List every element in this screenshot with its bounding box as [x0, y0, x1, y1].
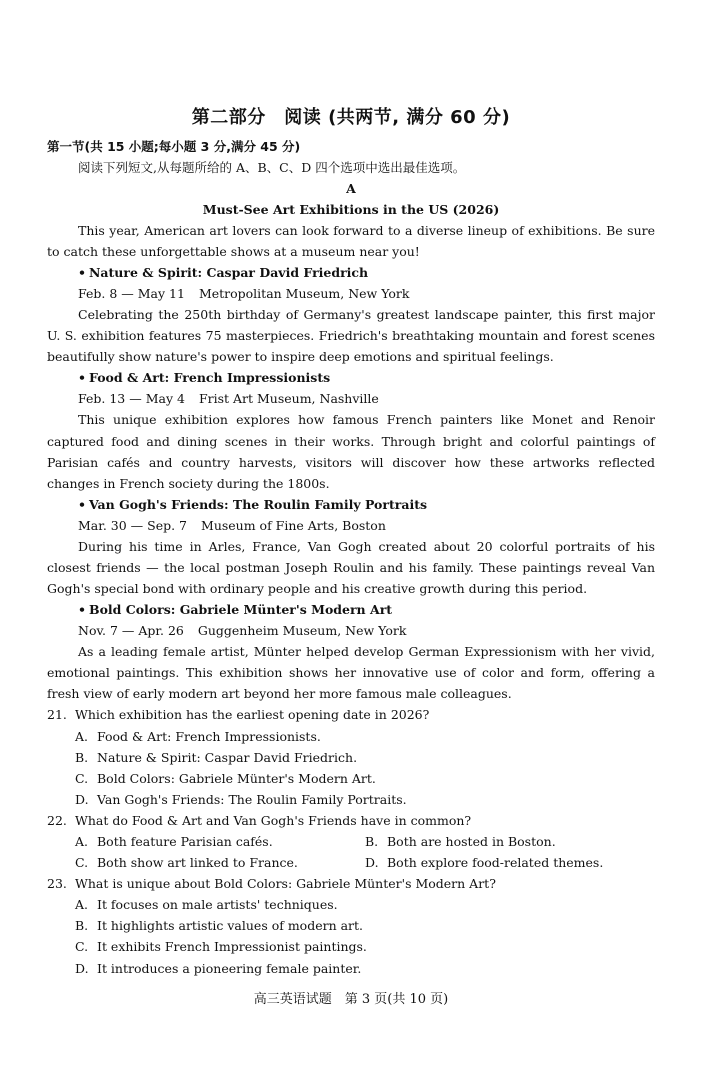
exhibition-title: [47, 262, 655, 283]
exhibition-title-text: Van Gogh's Friends: The Roulin Family Portraits: [89, 496, 428, 512]
option[interactable]: [47, 936, 655, 957]
option-letter: B.: [75, 749, 89, 765]
option-text: It exhibits French Impressionist paintings.: [97, 939, 367, 955]
option[interactable]: [365, 852, 603, 873]
exhibition-title: [47, 494, 655, 515]
option[interactable]: [47, 915, 655, 936]
option[interactable]: [75, 852, 365, 873]
bullet-icon: •: [78, 496, 86, 512]
option[interactable]: [47, 789, 655, 810]
option-text: It highlights artistic values of modern art.: [97, 918, 364, 934]
exhibition-title-text: Nature & Spirit: Caspar David Friedrich: [89, 265, 369, 281]
exhibition-dates: Nov. 7 — Apr. 26: [78, 623, 184, 639]
option-text: Food & Art: French Impressionists.: [97, 728, 321, 744]
bullet-icon: •: [78, 370, 86, 386]
question-number: 22.: [47, 812, 67, 828]
exhibition-venue: Guggenheim Museum, New York: [197, 623, 407, 639]
exhibition-meta: [47, 620, 655, 641]
option-text: Both are hosted in Boston.: [387, 833, 556, 849]
exhibition-venue: Museum of Fine Arts, Boston: [201, 517, 386, 533]
question-number: 21.: [47, 707, 67, 723]
exhibition-description: As a leading female artist, Münter helped develop German Expressionism with her vivid, emotional paintings. This exhibition shows her innovative use of color and form, offering a fresh view of early modern art beyond her more famous male colleagues.: [47, 644, 655, 702]
exhibition-dates: Feb. 13 — May 4: [78, 391, 185, 407]
exhibition-meta: [47, 515, 655, 536]
option-text: Both feature Parisian cafés.: [97, 833, 273, 849]
option-letter: D.: [75, 960, 89, 976]
option-text: Both show art linked to France.: [97, 855, 298, 871]
option[interactable]: [47, 768, 655, 789]
option[interactable]: [47, 958, 655, 979]
exhibition-dates: Feb. 8 — May 11: [78, 286, 185, 302]
exhibition-venue: Frist Art Museum, Nashville: [198, 391, 379, 407]
section-heading: 第一节(共 15 小题;每小题 3 分,满分 45 分): [47, 139, 301, 154]
exhibition-dates: Mar. 30 — Sep. 7: [78, 517, 188, 533]
question-number: 23.: [47, 876, 67, 892]
option[interactable]: [47, 747, 655, 768]
page-footer: 高三英语试题 第 3 页(共 10 页): [253, 992, 449, 1007]
option-row: [47, 831, 655, 852]
option-text: Nature & Spirit: Caspar David Friedrich.: [97, 749, 358, 765]
question-stem: Which exhibition has the earliest opening date in 2026?: [75, 707, 430, 723]
option-text: It introduces a pioneering female painter.: [97, 960, 362, 976]
option-text: Both explore food-related themes.: [387, 855, 604, 871]
exhibition-title: [47, 599, 655, 620]
section-instruction: 阅读下列短文,从每题所给的 A、B、C、D 四个选项中选出最佳选项。: [78, 160, 466, 175]
exhibition-title-text: Bold Colors: Gabriele Münter's Modern Art: [89, 602, 393, 618]
question-23: [47, 873, 655, 894]
exhibition-venue: Metropolitan Museum, New York: [198, 286, 410, 302]
question-stem: What is unique about Bold Colors: Gabriele Münter's Modern Art?: [75, 876, 496, 892]
option-text: Van Gogh's Friends: The Roulin Family Portraits.: [97, 791, 407, 807]
exhibition-title: [47, 367, 655, 388]
option[interactable]: [47, 726, 655, 747]
option-letter: D.: [75, 791, 89, 807]
option-row: [47, 852, 655, 873]
bullet-icon: •: [78, 265, 86, 281]
option-letter: C.: [75, 939, 89, 955]
option-text: Bold Colors: Gabriele Münter's Modern Art.: [97, 770, 376, 786]
exam-page: [47, 106, 655, 979]
part-title: 第二部分 阅读 (共两节, 满分 60 分): [191, 107, 511, 128]
option-letter: C.: [75, 855, 89, 871]
option-letter: A.: [75, 833, 89, 849]
option-letter: B.: [365, 833, 379, 849]
option-text: It focuses on male artists' techniques.: [97, 897, 338, 913]
exhibition-description: Celebrating the 250th birthday of Germany's greatest landscape painter, this first major U. S. exhibition features 75 masterpieces. Friedrich's breathtaking mountain and forest scenes beautifully show nature's power to inspire deep emotions and spiritual feelings.: [47, 307, 655, 365]
question-stem: What do Food & Art and Van Gogh's Friends have in common?: [75, 812, 472, 828]
exhibition-description: During his time in Arles, France, Van Gogh created about 20 colorful portraits of his closest friends — the local postman Joseph Roulin and his family. These paintings reveal Van Gogh's special bond with ordinary people and his creative growth during this period.: [47, 538, 655, 597]
exhibition-meta: [47, 283, 655, 304]
option[interactable]: [75, 831, 365, 852]
passage-intro: This year, American art lovers can look forward to a diverse lineup of exhibitions. Be sure to catch these unforgettable shows at a museum near you!: [47, 223, 655, 260]
question-22: [47, 810, 655, 831]
exhibition-meta: [47, 388, 655, 409]
passage-title: Must-See Art Exhibitions in the US (2026): [202, 202, 500, 217]
exhibition-title-text: Food & Art: French Impressionists: [89, 370, 331, 386]
option-letter: A.: [75, 897, 89, 913]
option-letter: D.: [365, 855, 379, 871]
option-letter: A.: [75, 728, 89, 744]
option[interactable]: [47, 894, 655, 915]
question-21: [47, 704, 655, 725]
exhibition-description: This unique exhibition explores how famous French painters like Monet and Renoir captured food and dining scenes in their works. Through bright and colorful paintings of Parisian cafés and country harvests, visitors will discover how these artworks reflected changes in French society during the 1800s.: [47, 412, 655, 491]
option-letter: B.: [75, 918, 89, 934]
option[interactable]: [365, 831, 556, 852]
bullet-icon: •: [78, 602, 86, 618]
option-letter: C.: [75, 770, 89, 786]
passage-letter: A: [346, 181, 356, 196]
